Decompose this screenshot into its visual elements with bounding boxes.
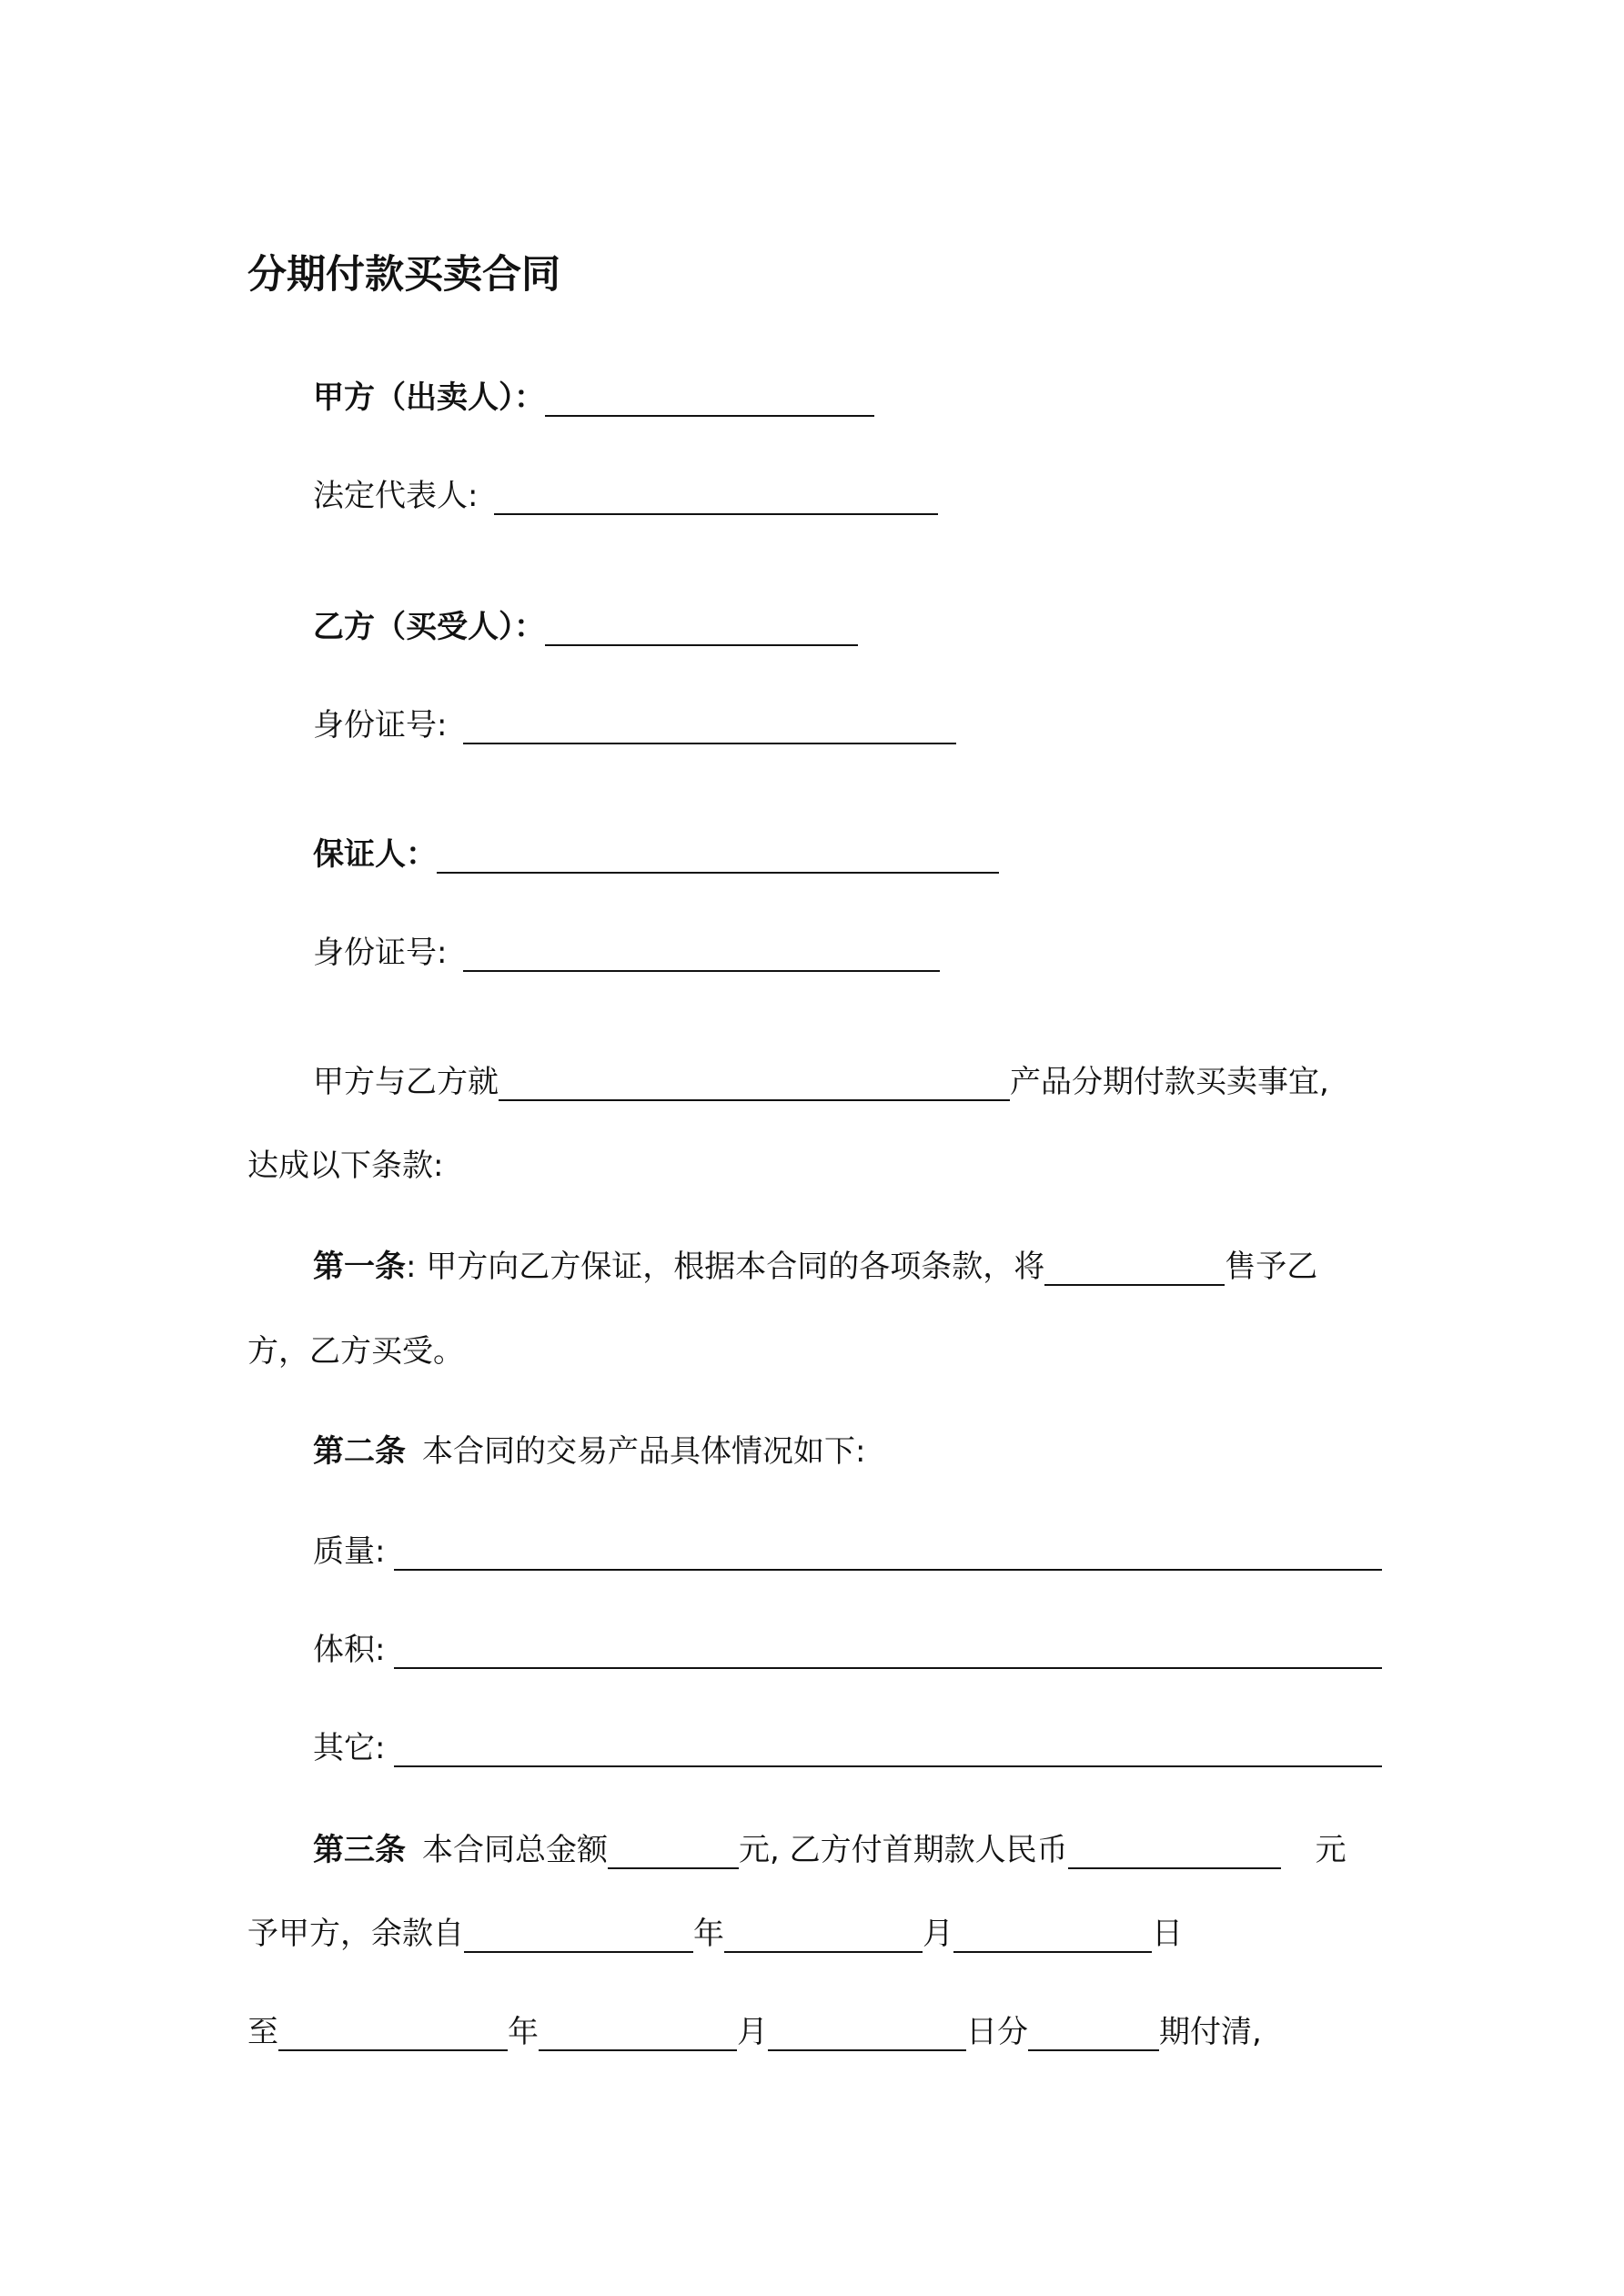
end-day-blank[interactable] (768, 2015, 966, 2051)
article-1-goods-blank[interactable] (1044, 1249, 1225, 1286)
start-day-label: 日 (1152, 1916, 1183, 1952)
total-amount-blank[interactable] (608, 1833, 739, 1869)
article-3-text-5: 期付清, (1159, 2014, 1262, 2050)
intro-text-1: 甲方与乙方就 (313, 1064, 499, 1100)
id-line-g (313, 930, 940, 976)
party-b-line (313, 604, 858, 650)
start-day-blank[interactable] (953, 1917, 1152, 1953)
quality-blank[interactable] (394, 1534, 1382, 1571)
volume-blank[interactable] (394, 1633, 1382, 1669)
article-1-line-2 (247, 1329, 464, 1374)
party-a-blank[interactable] (545, 380, 874, 417)
volume-label: 体积: (313, 1632, 386, 1668)
legal-rep-label: 法定代表人: (313, 478, 479, 514)
article-1-text-2: 售予乙 (1225, 1249, 1318, 1285)
intro-text-2: 产品分期付款买卖事宜, (1010, 1064, 1329, 1100)
start-year-blank[interactable] (464, 1917, 693, 1953)
guarantor-blank[interactable] (437, 837, 999, 874)
id-label-g: 身份证号: (313, 935, 448, 971)
until-label: 至 (247, 2014, 278, 2050)
party-b-label: 乙方（买受人）： (313, 609, 545, 645)
start-year-label: 年 (693, 1916, 724, 1952)
party-a-line (313, 375, 874, 420)
document-title: 分期付款买卖合同 (247, 252, 560, 298)
article-3-text-3: 元 (1315, 1832, 1347, 1868)
quality-line (313, 1529, 1382, 1574)
start-month-label: 月 (923, 1916, 953, 1952)
other-label: 其它: (313, 1730, 386, 1766)
party-a-label: 甲方（出卖人）： (313, 379, 545, 416)
article-1-label: 第一条 (313, 1249, 406, 1285)
article-3-text-2: 元, 乙方付首期款人民币 (739, 1832, 1068, 1868)
id-label-b: 身份证号: (313, 707, 448, 743)
article-3-label: 第三条 (313, 1832, 406, 1868)
guarantor-label: 保证人： (313, 836, 437, 873)
article-2-line (313, 1429, 865, 1474)
product-blank[interactable] (499, 1065, 1010, 1101)
quality-label: 质量: (313, 1533, 386, 1570)
article-1-line-1 (313, 1244, 1317, 1290)
other-blank[interactable] (394, 1731, 1382, 1767)
down-payment-blank[interactable] (1068, 1833, 1281, 1869)
intro-line-1 (313, 1059, 1329, 1105)
other-line (313, 1725, 1382, 1771)
article-3-line-2 (247, 1911, 1183, 1957)
start-month-blank[interactable] (724, 1917, 923, 1953)
installments-blank[interactable] (1028, 2015, 1159, 2051)
article-3-text-1: 本合同总金额 (422, 1832, 608, 1868)
intro-line-2 (247, 1143, 443, 1188)
end-day-label: 日分 (966, 2014, 1028, 2050)
article-3-line-3 (247, 2009, 1262, 2055)
article-3-line-1 (313, 1827, 1347, 1873)
legal-rep-line (313, 473, 938, 519)
article-2-text: 本合同的交易产品具体情况如下: (422, 1433, 866, 1470)
id-blank-b[interactable] (463, 708, 956, 744)
guarantor-line (313, 832, 999, 877)
id-blank-g[interactable] (463, 936, 940, 972)
article-1-text-3: 方，乙方买受。 (247, 1333, 464, 1370)
end-year-label: 年 (508, 2014, 539, 2050)
end-year-blank[interactable] (278, 2015, 508, 2051)
article-3-text-4: 予甲方，余款自 (247, 1916, 464, 1952)
legal-rep-blank[interactable] (494, 479, 938, 515)
party-b-blank[interactable] (545, 610, 858, 646)
article-2-label: 第二条 (313, 1433, 406, 1470)
end-month-label: 月 (737, 2014, 768, 2050)
id-line-b (313, 703, 956, 748)
article-1-text-1: : 甲方向乙方保证，根据本合同的各项条款，将 (406, 1249, 1045, 1285)
intro-text-3: 达成以下条款: (247, 1148, 444, 1184)
end-month-blank[interactable] (539, 2015, 737, 2051)
volume-line (313, 1627, 1382, 1673)
